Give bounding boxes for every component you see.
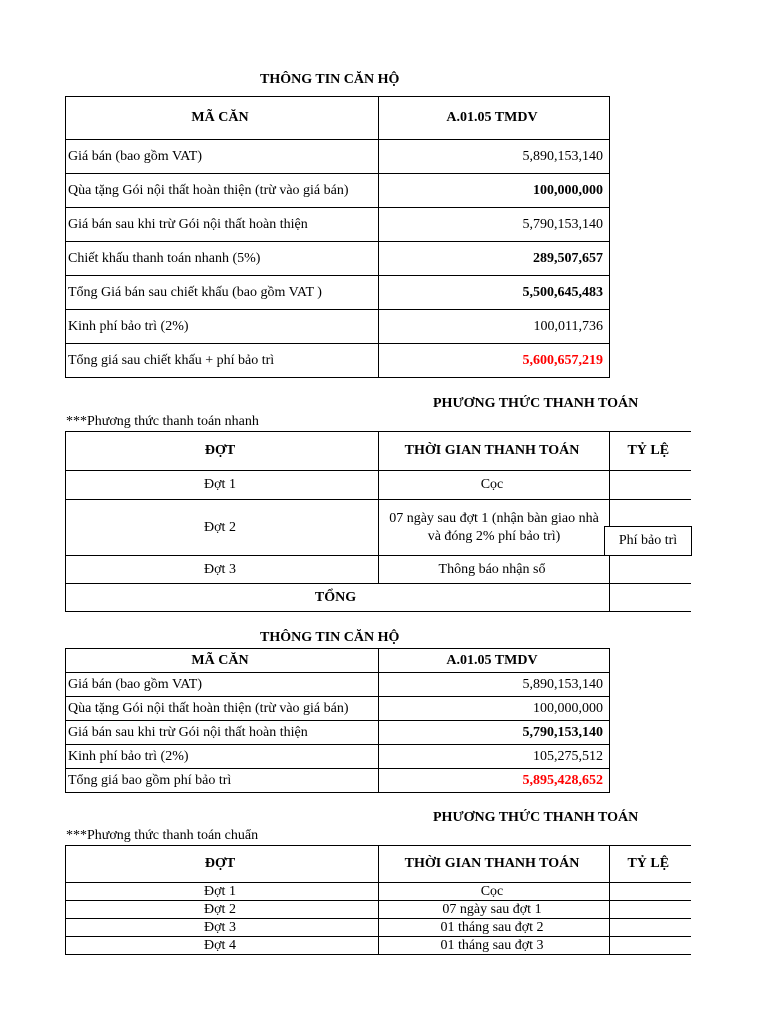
col-header-time: THỜI GIAN THANH TOÁN <box>379 432 610 471</box>
apartment-info-table <box>65 96 610 378</box>
total-label: TỔNG <box>66 584 610 612</box>
payment2-note: ***Phương thức thanh toán chuẩn <box>66 828 259 843</box>
dot-cell: Đợt 4 <box>66 937 379 955</box>
row-value: 5,890,153,140 <box>379 673 610 697</box>
table-row <box>66 208 610 242</box>
table-row <box>66 500 691 556</box>
table-row <box>66 769 610 793</box>
payment1-table <box>65 431 691 612</box>
table-row <box>66 344 610 378</box>
rate-cell <box>610 919 691 937</box>
time-cell: 01 tháng sau đợt 3 <box>379 937 610 955</box>
apartment-info-table-2 <box>65 648 610 793</box>
table-row <box>66 937 691 955</box>
time-cell: 01 tháng sau đợt 2 <box>379 919 610 937</box>
time-cell: Thông báo nhận sổ <box>379 556 610 584</box>
row-label: Tổng giá sau chiết khấu + phí bảo trì <box>66 344 379 378</box>
row-label: Giá bán sau khi trừ Gói nội thất hoàn thiện <box>66 208 379 242</box>
section1-title: THÔNG TIN CĂN HỘ <box>260 72 400 87</box>
rate-cell <box>610 883 691 901</box>
unit-code-value: A.01.05 TMDV <box>379 97 610 140</box>
dot-cell: Đợt 2 <box>66 901 379 919</box>
table-row <box>66 471 691 500</box>
row-label: Kinh phí bảo trì (2%) <box>66 310 379 344</box>
row-value: 5,790,153,140 <box>379 208 610 242</box>
row-label: Giá bán sau khi trừ Gói nội thất hoàn thiện <box>66 721 379 745</box>
table-header-row <box>66 97 610 140</box>
maintenance-fee-label: Phí bảo trì <box>604 526 692 556</box>
col-header-rate: TỶ LỆ <box>610 846 691 883</box>
payment1-note: ***Phương thức thanh toán nhanh <box>66 414 259 429</box>
col-header-time: THỜI GIAN THANH TOÁN <box>379 846 610 883</box>
total-value: 5,600,657,219 <box>379 344 610 378</box>
col-header-dot: ĐỢT <box>66 846 379 883</box>
row-label: Giá bán (bao gồm VAT) <box>66 673 379 697</box>
table-row <box>66 556 691 584</box>
row-value: 5,890,153,140 <box>379 140 610 174</box>
row-value: 105,275,512 <box>379 745 610 769</box>
time-cell: 07 ngày sau đợt 1 (nhận bàn giao nhà và đóng 2% phí bảo trì) <box>379 500 610 556</box>
row-value: 100,011,736 <box>379 310 610 344</box>
table-header-row <box>66 846 691 883</box>
table-row <box>66 276 610 310</box>
rate-cell <box>610 901 691 919</box>
table-row <box>66 310 610 344</box>
table-row <box>66 140 610 174</box>
dot-cell: Đợt 3 <box>66 919 379 937</box>
table-row <box>66 242 610 276</box>
rate-cell <box>610 937 691 955</box>
rate-cell <box>610 556 691 584</box>
unit-code-label: MÃ CĂN <box>66 97 379 140</box>
payment1-title: PHƯƠNG THỨC THANH TOÁN <box>433 396 639 411</box>
row-value: 100,000,000 <box>379 174 610 208</box>
time-cell: Cọc <box>379 883 610 901</box>
table-row <box>66 673 610 697</box>
col-header-dot: ĐỢT <box>66 432 379 471</box>
time-cell: 07 ngày sau đợt 1 <box>379 901 610 919</box>
dot-cell: Đợt 3 <box>66 556 379 584</box>
row-label: Tổng giá bao gồm phí bảo trì <box>66 769 379 793</box>
table-header-row <box>66 432 691 471</box>
col-header-rate: TỶ LỆ <box>610 432 691 471</box>
total-value: 5,895,428,652 <box>379 769 610 793</box>
payment2-table <box>65 845 691 955</box>
row-label: Kinh phí bảo trì (2%) <box>66 745 379 769</box>
row-label: Tổng Giá bán sau chiết khấu (bao gồm VAT ) <box>66 276 379 310</box>
dot-cell: Đợt 1 <box>66 471 379 500</box>
table-row <box>66 721 610 745</box>
total-rate-cell <box>610 584 691 612</box>
dot-cell: Đợt 2 <box>66 500 379 556</box>
table-row <box>66 174 610 208</box>
row-label: Chiết khấu thanh toán nhanh (5%) <box>66 242 379 276</box>
row-value: 5,500,645,483 <box>379 276 610 310</box>
table-row <box>66 745 610 769</box>
payment2-title: PHƯƠNG THỨC THANH TOÁN <box>433 810 639 825</box>
row-label: Qùa tặng Gói nội thất hoàn thiện (trừ vào giá bán) <box>66 697 379 721</box>
rate-cell <box>610 471 691 500</box>
table-row <box>66 883 691 901</box>
table-row <box>66 901 691 919</box>
table-row <box>66 919 691 937</box>
row-value: 289,507,657 <box>379 242 610 276</box>
time-cell: Cọc <box>379 471 610 500</box>
dot-cell: Đợt 1 <box>66 883 379 901</box>
table-header-row <box>66 649 610 673</box>
unit-code-label: MÃ CĂN <box>66 649 379 673</box>
unit-code-value: A.01.05 TMDV <box>379 649 610 673</box>
table-row <box>66 697 610 721</box>
section2-title: THÔNG TIN CĂN HỘ <box>260 630 400 645</box>
row-value: 100,000,000 <box>379 697 610 721</box>
row-label: Qùa tặng Gói nội thất hoàn thiện (trừ vào giá bán) <box>66 174 379 208</box>
row-label: Giá bán (bao gồm VAT) <box>66 140 379 174</box>
row-value: 5,790,153,140 <box>379 721 610 745</box>
table-total-row <box>66 584 691 612</box>
